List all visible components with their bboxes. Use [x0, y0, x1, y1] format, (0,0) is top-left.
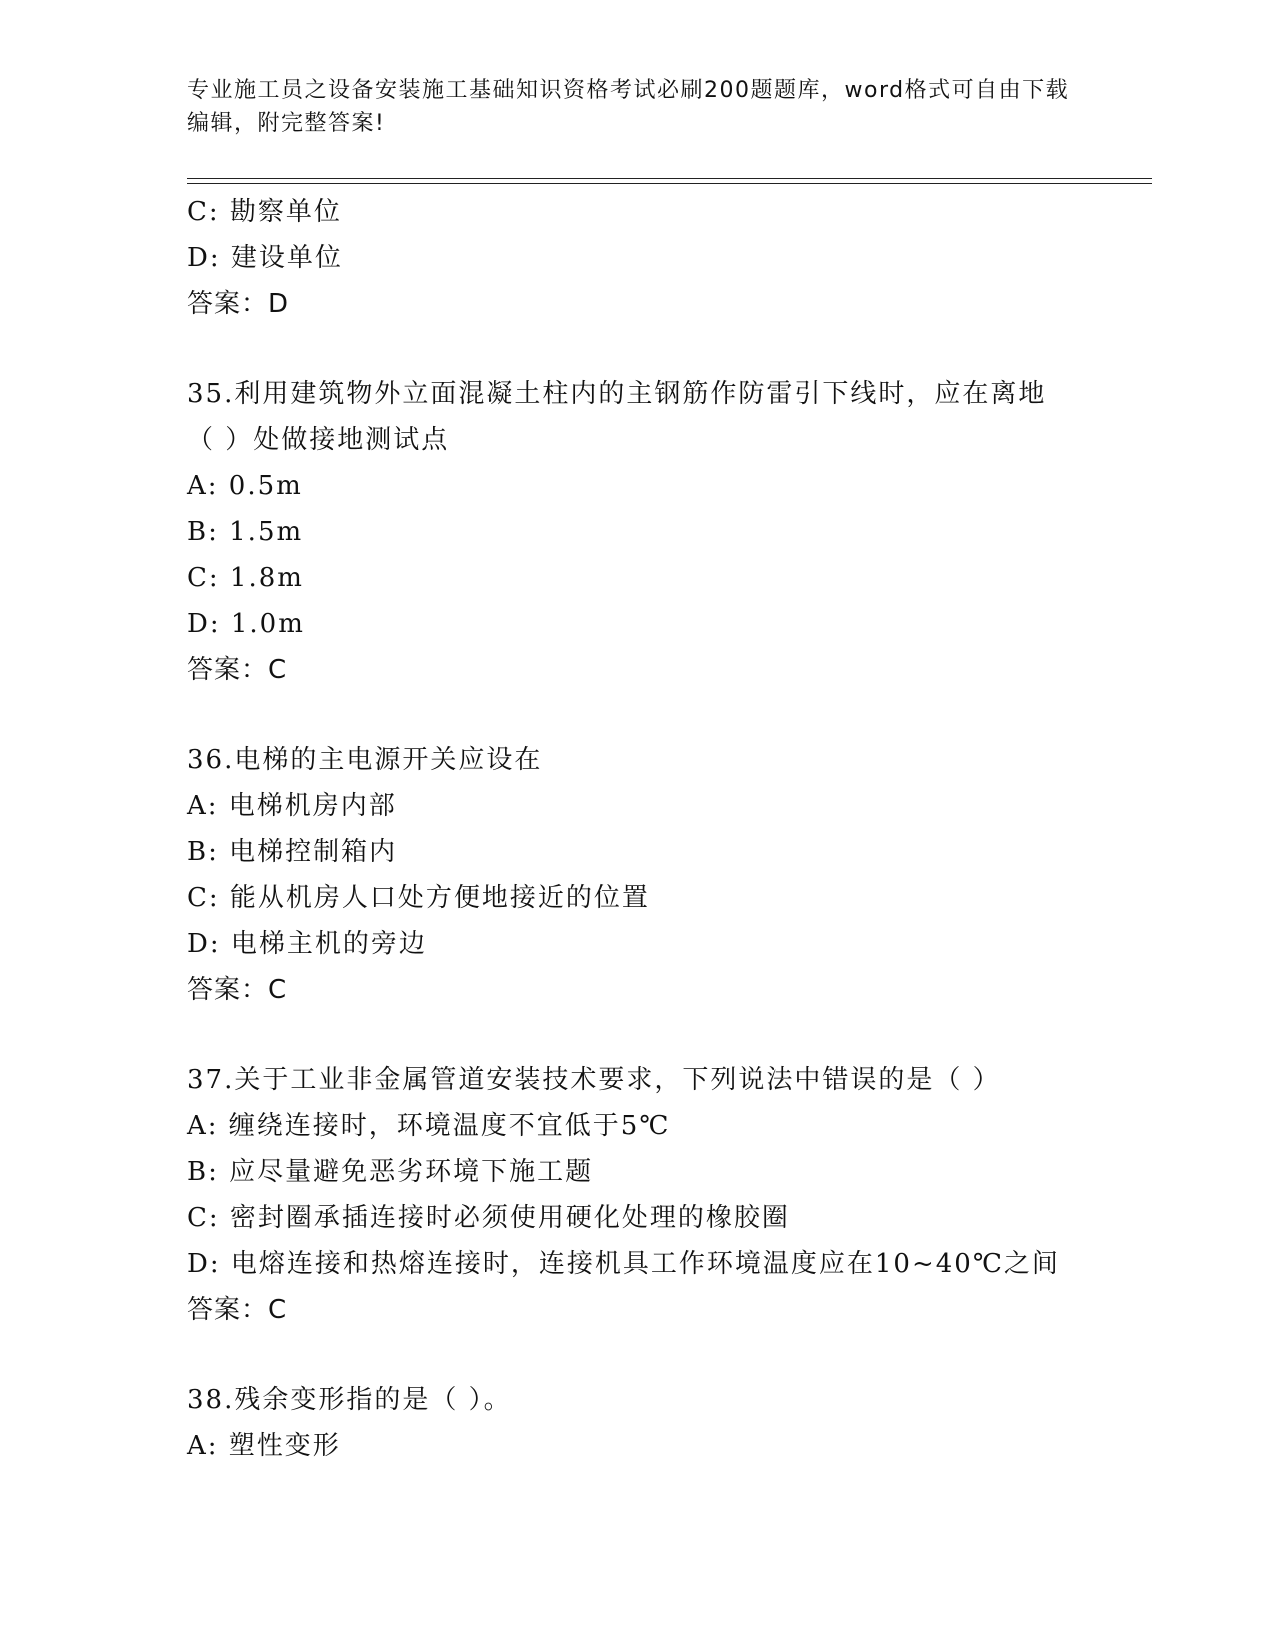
question-34 — [187, 189, 1152, 327]
question-35 — [187, 371, 1152, 693]
option-c: C: 1.8m — [187, 563, 304, 593]
option-a: A: 缠绕连接时，环境温度不宜低于5℃ — [187, 1111, 671, 1141]
spacer — [187, 327, 1152, 371]
option-a: A: 电梯机房内部 — [187, 791, 397, 821]
answer: 答案：C — [187, 975, 288, 1005]
option-b: B: 电梯控制箱内 — [187, 837, 398, 867]
option-a: A: 0.5m — [187, 471, 303, 501]
question-stem: 38.残余变形指的是（ ）。 — [187, 1385, 512, 1415]
header-rule-top — [187, 178, 1152, 179]
option-d: D: 1.0m — [187, 609, 305, 639]
spacer — [187, 1333, 1152, 1377]
question-stem: 36.电梯的主电源开关应设在 — [187, 745, 543, 775]
answer: 答案：D — [187, 289, 290, 319]
header-rule-bottom — [187, 183, 1152, 184]
question-37 — [187, 1057, 1152, 1333]
question-list — [187, 189, 1152, 1469]
option-c: C: 密封圈承插连接时必须使用硬化处理的橡胶圈 — [187, 1203, 790, 1233]
question-stem: 37.关于工业非金属管道安装技术要求，下列说法中错误的是（ ） — [187, 1065, 1001, 1095]
answer: 答案：C — [187, 1295, 288, 1325]
option-b: B: 1.5m — [187, 517, 304, 547]
question-36 — [187, 737, 1152, 1013]
option-b: B: 应尽量避免恶劣环境下施工题 — [187, 1157, 594, 1187]
option-d: D: 建设单位 — [187, 243, 343, 273]
option-a: A: 塑性变形 — [187, 1431, 341, 1461]
option-c: C: 勘察单位 — [187, 197, 342, 227]
answer: 答案：C — [187, 655, 288, 685]
question-38 — [187, 1377, 1152, 1469]
option-c: C: 能从机房人口处方便地接近的位置 — [187, 883, 650, 913]
question-stem-continued: （ ）处做接地测试点 — [187, 425, 450, 455]
spacer — [187, 1013, 1152, 1057]
spacer — [187, 693, 1152, 737]
option-d: D: 电熔连接和热熔连接时，连接机具工作环境温度应在10~40℃之间 — [187, 1249, 1060, 1279]
question-stem: 35.利用建筑物外立面混凝土柱内的主钢筋作防雷引下线时，应在离地 — [187, 379, 1047, 409]
option-d: D: 电梯主机的旁边 — [187, 929, 427, 959]
page-header: 专业施工员之设备安装施工基础知识资格考试必刷200题题库，word格式可自由下载编辑，附完整答案! — [187, 78, 1070, 136]
